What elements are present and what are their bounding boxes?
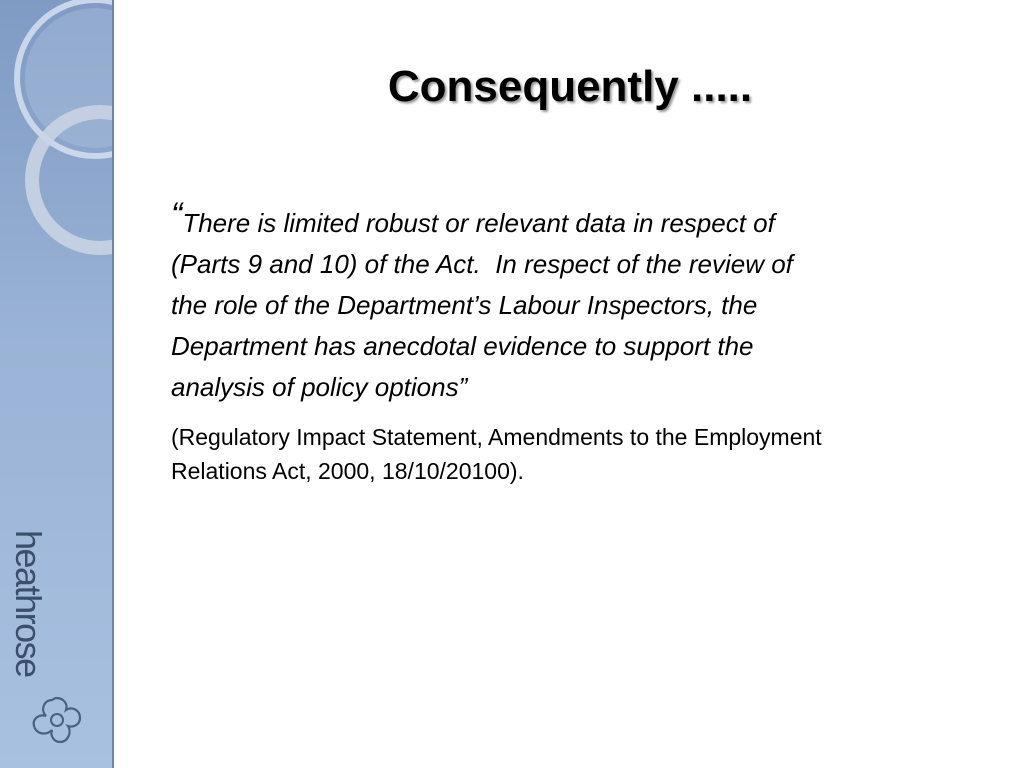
brand-logo-text: heathrose xyxy=(8,530,49,677)
side-panel xyxy=(0,0,114,768)
panel-edge xyxy=(112,0,114,768)
quote-block xyxy=(171,195,1001,408)
quote-line-1: “There is limited robust or relevant data in respect of xyxy=(171,196,775,238)
citation-line-1: (Regulatory Impact Statement, Amendments to the Employment xyxy=(171,424,822,450)
slide-title: Consequently ..... xyxy=(387,62,753,111)
flower-logo-icon xyxy=(26,690,86,750)
quote-line-5: analysis of policy options” xyxy=(171,372,468,402)
citation-line-2: Relations Act, 2000, 18/10/20100). xyxy=(171,458,524,484)
quote-line-2: (Parts 9 and 10) of the Act. In respect of the review of xyxy=(171,249,793,279)
citation-block xyxy=(171,420,1001,488)
quote-line-4: Department has anecdotal evidence to support the xyxy=(171,331,754,361)
open-quote-mark: “ xyxy=(171,196,183,234)
quote-line-3: the role of the Department’s Labour Inspectors, the xyxy=(171,290,758,320)
